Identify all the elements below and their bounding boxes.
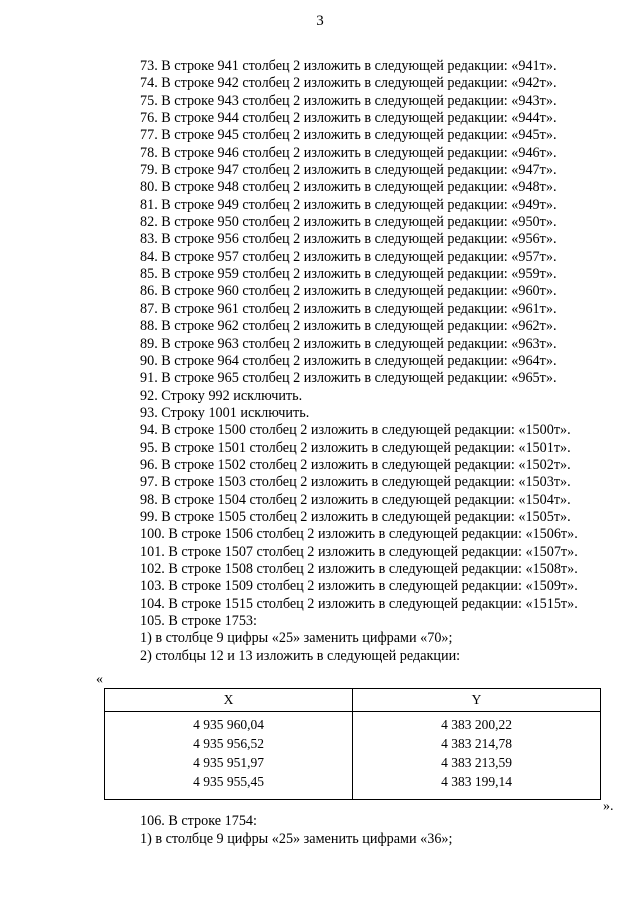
list-item: 78. В строке 946 столбец 2 изложить в следующей редакции: «946т». xyxy=(140,144,557,161)
table-cell: 4 935 951,97 xyxy=(105,753,353,772)
list-item: 82. В строке 950 столбец 2 изложить в следующей редакции: «950т». xyxy=(140,214,557,231)
list-item: 79. В строке 947 столбец 2 изложить в следующей редакции: «947т». xyxy=(140,162,557,179)
list-item: 73. В строке 941 столбец 2 изложить в следующей редакции: «941т». xyxy=(140,58,557,74)
list-item: 1) в столбце 9 цифры «25» заменить цифрами «36»; xyxy=(140,831,453,847)
list-item: 100. В строке 1506 столбец 2 изложить в следующей редакции: «1506т». xyxy=(140,526,578,543)
list-item: 87. В строке 961 столбец 2 изложить в следующей редакции: «961т». xyxy=(140,300,557,317)
list-item: 1) в столбце 9 цифры «25» заменить цифрами «70»; xyxy=(140,630,453,647)
list-item: 83. В строке 956 столбец 2 изложить в следующей редакции: «956т». xyxy=(140,231,557,248)
column-header-y: Y xyxy=(353,689,601,712)
list-item: 85. В строке 959 столбец 2 изложить в следующей редакции: «959т». xyxy=(140,266,557,283)
list-item: 94. В строке 1500 столбец 2 изложить в следующей редакции: «1500т». xyxy=(140,422,571,439)
list-item: 106. В строке 1754: xyxy=(140,813,257,829)
table-row xyxy=(105,753,601,772)
list-item: 97. В строке 1503 столбец 2 изложить в следующей редакции: «1503т». xyxy=(140,474,571,491)
list-item: 77. В строке 945 столбец 2 изложить в следующей редакции: «945т». xyxy=(140,127,557,144)
list-item: 96. В строке 1502 столбец 2 изложить в следующей редакции: «1502т». xyxy=(140,456,571,473)
amendment-list xyxy=(140,58,630,665)
opening-quote: « xyxy=(96,672,103,687)
list-item: 102. В строке 1508 столбец 2 изложить в следующей редакции: «1508т». xyxy=(140,560,578,577)
list-item: 90. В строке 964 столбец 2 изложить в следующей редакции: «964т». xyxy=(140,352,557,369)
list-item: 95. В строке 1501 столбец 2 изложить в следующей редакции: «1501т». xyxy=(140,439,571,456)
list-item: 89. В строке 963 столбец 2 изложить в следующей редакции: «963т». xyxy=(140,335,557,352)
list-item: 98. В строке 1504 столбец 2 изложить в следующей редакции: «1504т». xyxy=(140,491,571,508)
list-item: 74. В строке 942 столбец 2 изложить в следующей редакции: «942т». xyxy=(140,75,557,92)
table-cell: 4 383 200,22 xyxy=(353,712,601,735)
table-cell: 4 383 214,78 xyxy=(353,734,601,753)
list-item: 84. В строке 957 столбец 2 изложить в следующей редакции: «957т». xyxy=(140,248,557,265)
list-item: 92. Строку 992 исключить. xyxy=(140,387,303,404)
page-number: 3 xyxy=(316,13,324,29)
list-item: 101. В строке 1507 столбец 2 изложить в следующей редакции: «1507т». xyxy=(140,543,578,560)
table-cell: 4 935 955,45 xyxy=(105,772,353,800)
list-item: 76. В строке 944 столбец 2 изложить в следующей редакции: «944т». xyxy=(140,110,557,127)
list-item: 103. В строке 1509 столбец 2 изложить в следующей редакции: «1509т». xyxy=(140,578,578,595)
column-header-x: X xyxy=(105,689,353,712)
closing-quote: ». xyxy=(603,799,614,814)
table-cell: 4 935 956,52 xyxy=(105,734,353,753)
table-row xyxy=(105,734,601,753)
list-item: 104. В строке 1515 столбец 2 изложить в следующей редакции: «1515т». xyxy=(140,595,578,612)
list-item: 80. В строке 948 столбец 2 изложить в следующей редакции: «948т». xyxy=(140,179,557,196)
coordinates-table xyxy=(104,688,601,800)
table-row xyxy=(105,772,601,800)
list-item: 99. В строке 1505 столбец 2 изложить в следующей редакции: «1505т». xyxy=(140,508,571,525)
table-row xyxy=(105,712,601,735)
amendment-list-continued xyxy=(140,812,452,848)
list-item: 91. В строке 965 столбец 2 изложить в следующей редакции: «965т». xyxy=(140,370,557,387)
table-header-row xyxy=(105,689,601,712)
table-cell: 4 383 199,14 xyxy=(353,772,601,800)
table-cell: 4 383 213,59 xyxy=(353,753,601,772)
list-item: 75. В строке 943 столбец 2 изложить в следующей редакции: «943т». xyxy=(140,92,557,109)
list-item: 2) столбцы 12 и 13 изложить в следующей редакции: xyxy=(140,647,461,664)
list-item: 93. Строку 1001 исключить. xyxy=(140,404,310,421)
list-item: 81. В строке 949 столбец 2 изложить в следующей редакции: «949т». xyxy=(140,196,557,213)
table-cell: 4 935 960,04 xyxy=(105,712,353,735)
list-item: 86. В строке 960 столбец 2 изложить в следующей редакции: «960т». xyxy=(140,283,557,300)
list-item: 105. В строке 1753: xyxy=(140,613,257,629)
list-item: 88. В строке 962 столбец 2 изложить в следующей редакции: «962т». xyxy=(140,318,557,335)
